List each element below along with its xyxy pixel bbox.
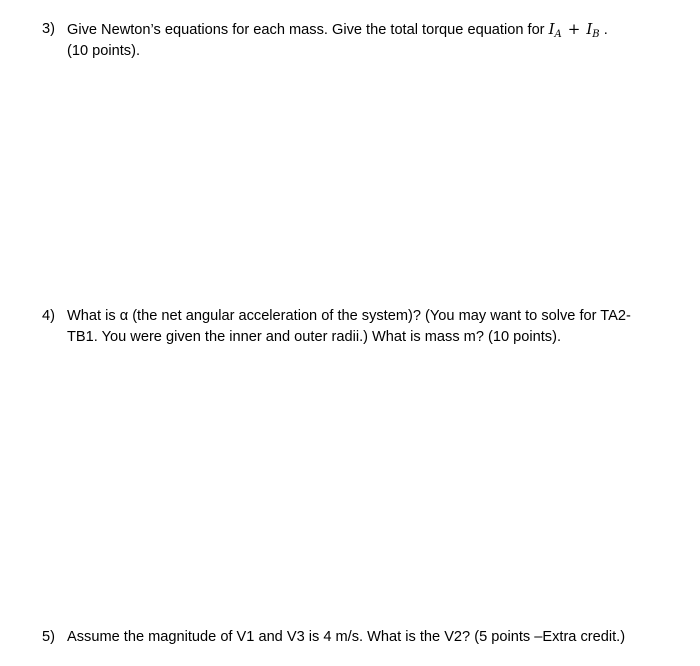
- question-4-number: 4): [42, 308, 55, 324]
- question-3-text: Give Newton’s equations for each mass. Give the total torque equation for: [67, 22, 545, 38]
- math-var-a: I: [548, 20, 555, 38]
- question-4: [42, 306, 672, 348]
- torque-equation: [549, 20, 600, 38]
- question-3-body: [67, 19, 672, 62]
- question-4-line-2: TB1. You were given the inner and outer radii.) What is mass m? (10 points).: [67, 329, 561, 345]
- math-var-b: I: [586, 20, 593, 38]
- question-4-body: [67, 306, 672, 348]
- question-3-line-1: [67, 19, 672, 41]
- math-sub-a: A: [554, 29, 562, 40]
- question-5-number: 5): [42, 629, 55, 645]
- question-5-body: [67, 627, 672, 648]
- math-operator: +: [567, 20, 581, 38]
- math-sub-b: B: [592, 29, 600, 40]
- question-5: [42, 627, 672, 648]
- question-4-line-1: What is α (the net angular acceleration of the system)? (You may want to solve for TA2-: [67, 308, 631, 324]
- question-3-number: 3): [42, 21, 55, 37]
- math-trailing: .: [599, 22, 608, 38]
- question-5-line-1: Assume the magnitude of V1 and V3 is 4 m/s. What is the V2? (5 points –Extra credit.): [67, 629, 626, 645]
- question-3-line-2: (10 points).: [67, 43, 141, 59]
- question-3: [42, 19, 672, 62]
